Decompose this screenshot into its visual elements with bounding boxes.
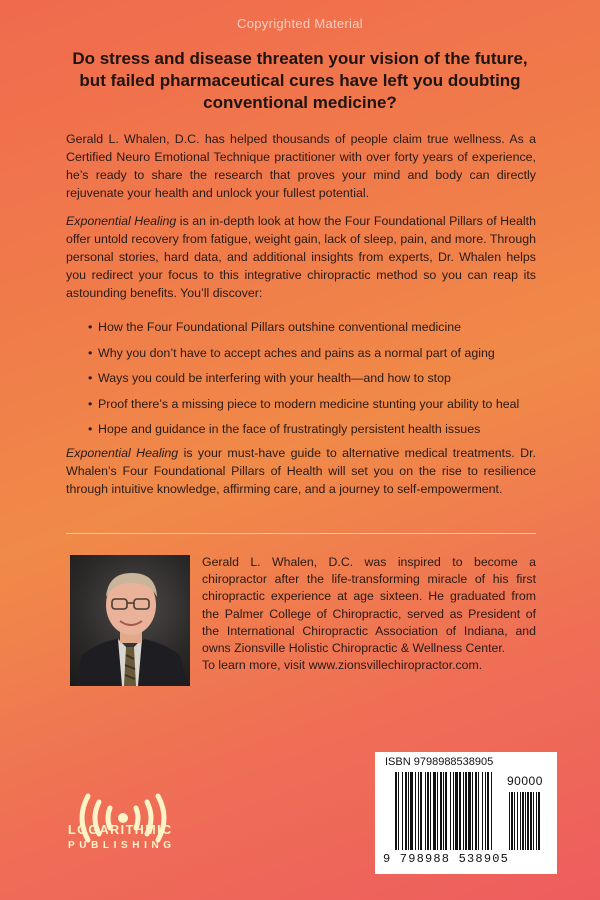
list-item-text: Ways you could be interfering with your health—and how to stop <box>98 371 451 386</box>
barcode-bar <box>525 792 526 850</box>
isbn-number: ISBN 9798988538905 <box>385 756 494 768</box>
bullet-icon: • <box>88 422 93 437</box>
barcode-bar <box>527 792 529 850</box>
barcode-bar <box>398 772 399 850</box>
barcode-bar <box>533 792 534 850</box>
bullet-icon: • <box>88 371 93 386</box>
barcode-bar <box>511 792 513 850</box>
author-photo <box>70 555 190 686</box>
bullet-icon: • <box>88 320 93 334</box>
isbn-barcode <box>375 752 557 874</box>
barcode-bar <box>405 772 407 850</box>
list-item-text: Why you don’t have to accept aches and pains as a normal part of aging <box>98 345 495 360</box>
barcode-bar <box>437 772 438 850</box>
barcode-bar <box>410 772 413 850</box>
barcode-bar <box>427 772 429 850</box>
author-bio <box>202 554 536 674</box>
barcode-bar <box>395 772 397 850</box>
back-cover-headline: Do stress and disease threaten your vision of the future, but failed pharmaceutical cures have left you doubting conventional medicine? <box>72 49 528 112</box>
book-title-italic: Exponential Healing <box>66 214 177 228</box>
barcode-bar <box>530 792 532 850</box>
price-code: 90000 <box>507 774 543 788</box>
list-item-text: Hope and guidance in the face of frustratingly persistent health issues <box>98 422 481 437</box>
barcode-bar <box>408 772 409 850</box>
author-bio-text: Gerald L. Whalen, D.C. was inspired to become a chiropractor after the life-transforming miracle of his first chiropractic experience at age sixteen. He graduated from the Palmer College of Chiropractic, served as President of the International Chiropractic Association of Indiana, and owns Zionsville Holistic Chiropractic & Wellness Center. <box>202 555 536 656</box>
barcode-bar <box>522 792 524 850</box>
barcode-bar <box>520 792 521 850</box>
barcode-bar <box>475 772 477 850</box>
closing-paragraph <box>66 444 536 498</box>
barcode-bar <box>445 772 447 850</box>
publisher-logo-icon <box>68 763 188 873</box>
barcode-bar <box>485 772 486 850</box>
barcode-bar <box>482 772 483 850</box>
discover-list <box>88 318 548 446</box>
barcode-bar <box>418 772 419 850</box>
barcode-bar <box>487 772 489 850</box>
barcode-bar <box>538 792 540 850</box>
barcode-bar <box>517 792 518 850</box>
book-title-italic: Exponential Healing <box>66 446 179 460</box>
intro-paragraph: Gerald L. Whalen, D.C. has helped thousands of people claim true wellness. As a Certified Neuro Emotional Technique practitioner with over forty years of experience, he’s ready to share the research that proves your mind and body can directly rejuvenate your health and unlock your fullest potential. <box>66 132 536 200</box>
list-item <box>88 369 548 387</box>
watermark: Copyrighted Material <box>237 16 363 31</box>
list-item <box>88 318 548 336</box>
description-text: is an in-depth look at how the Four Foundational Pillars of Health offer untold recovery from fatigue, weight gain, lack of sleep, pain, and more. Through personal stories, hard data, and additional insights from experts, Dr. Whalen helps you redirect your focus to this integrative chiropractic method so you can reap its astounding benefits. You’ll discover: <box>66 214 536 300</box>
publisher-name: LOGARITHMIC <box>68 823 173 837</box>
list-item <box>88 395 548 413</box>
barcode-bar <box>425 772 426 850</box>
barcode-bar <box>509 792 510 850</box>
book-description-paragraph <box>66 212 536 302</box>
barcode-bar <box>415 772 416 850</box>
barcode-bar <box>468 772 471 850</box>
barcode-digits: 9 798988 538905 <box>383 852 510 866</box>
section-divider <box>66 533 536 534</box>
barcode-bar <box>472 772 473 850</box>
list-item <box>88 344 548 362</box>
publisher-subtitle: PUBLISHING <box>68 840 176 851</box>
author-website-text: To learn more, visit www.zionsvillechiropractor.com. <box>202 658 483 673</box>
closing-text: is your must-have guide to alternative medical treatments. Dr. Whalen’s Four Foundational Pillars of Health will set you on the rise to resilience through intuitive knowledge, affirming care, and a journey to self-empowerment. <box>66 446 536 496</box>
barcode-bar <box>459 772 461 850</box>
barcode-bar <box>536 792 537 850</box>
barcode-bar <box>514 792 515 850</box>
list-item-text: How the Four Foundational Pillars outshine conventional medicine <box>98 320 461 334</box>
barcode-bar <box>420 772 422 850</box>
barcode-bar <box>433 772 436 850</box>
barcode-bar <box>430 772 431 850</box>
bullet-icon: • <box>88 345 93 360</box>
list-item-text: Proof there’s a missing piece to modern medicine stunting your ability to heal <box>98 396 520 411</box>
barcode-bar <box>455 772 458 850</box>
barcode-bar <box>491 772 492 850</box>
barcode-bar <box>402 772 403 850</box>
bullet-icon: • <box>88 396 93 411</box>
barcode-bar <box>440 772 442 850</box>
barcode-bar <box>463 772 464 850</box>
list-item <box>88 420 548 438</box>
barcode-bar <box>478 772 479 850</box>
barcode-bar <box>465 772 467 850</box>
barcode-bar <box>453 772 454 850</box>
barcode-bar <box>443 772 444 850</box>
barcode-bar <box>450 772 451 850</box>
